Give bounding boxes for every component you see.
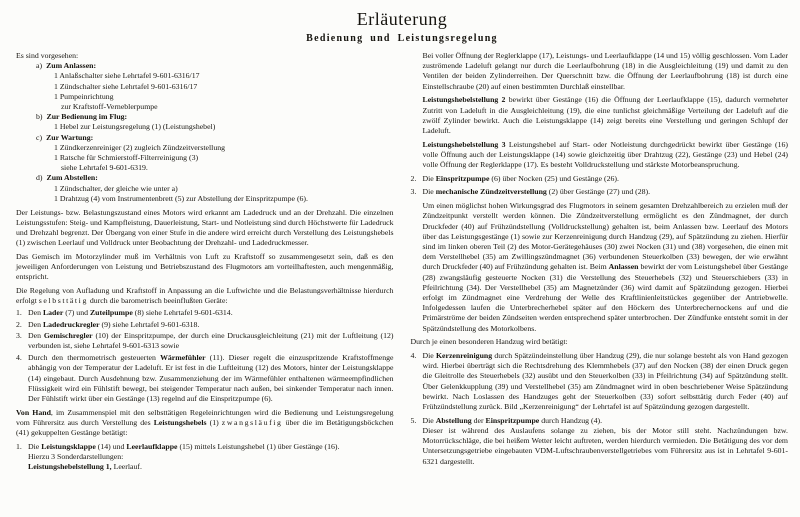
- item-text: Die Leistungsklappe (14) und Leerlaufklappe (15) mittels Leistungshebel (1) über Gestänge (16).: [28, 441, 340, 451]
- item-number: 4.: [16, 353, 22, 363]
- page-title: Erläuterung: [356, 9, 448, 29]
- item-text: Den Gemischregler (10) der Einspritzpumpe, der durch eine Druckausgleichleitung (21) mit der Luftleitung (12) verbunden ist, siehe Lehrtafel 9-601-6313 sowie: [28, 331, 394, 351]
- list-marker: b): [36, 112, 43, 122]
- provision-item: 1 Zündschalter siehe Lehrtafel 9-601-6316/17: [54, 81, 198, 91]
- item-text: Durch den thermometrisch gesteuerten Wärmefühler (11). Dieser regelt die einzuspritzende Kraftstoffmenge abhängig von der Temperatur der Ladeluft. Er ist fest in die Luftleitung (12) des Motors, hinter der Leistungsklappe (14) eingebaut. Durch Ausdehnung bzw. Zusammenziehung der im Wärmefühler enthaltenen wärmeempfindlichen Flüssigkeit wird ein Fühlstift bewegt, bei steigender Temperatur nach außen, bei sinkender Temperatur nach innen. Der Fühlstift wirkt über ein Gestänge (13) regelnd auf die Einspritzpumpe (6).: [28, 353, 394, 403]
- provision-head: [16, 133, 394, 143]
- device-item: [16, 320, 394, 330]
- item-number: 2.: [16, 319, 22, 329]
- device-item: [16, 308, 394, 318]
- paragraph-lever-position-1: Bei voller Öffnung der Reglerklappe (17), Leistungs- und Leerlaufklappe (14 und 15) völlig geschlossen. Vom Lader zuströmende Ladeluft gelangt nur durch die Leerlaufbohrung (18) in die Ausgleichleitung (19) und damit zu den Ventilen der beiden Zylinderreihen. Der Querschnitt bzw. die Öffnung der Leerlaufbohrung (18) ist durch eine Einstellschraube (20) auf einen bestimmten Durchlaß einstellbar.: [422, 51, 788, 91]
- left-column: [16, 51, 394, 472]
- item-text: Dieser ist während des Auslaufens solange zu ziehen, bis der Motor still steht. Nachzündungen bzw. Motorrückschläge, die bei heißem Wetter leicht auftreten, werden hierdurch vermieden. Die Betätigung des vor dem Untersetzungsgetriebe eingebauten VDM-Luftschraubenverstellgetriebes vom Führersitz aus ist in Lehrtafel 9-601-6321 dargestellt.: [422, 425, 788, 466]
- paragraph-ignition-timing-detail: Um einen möglichst hohen Wirkungsgrad des Flugmotors in seinem gesamten Drehzahlbereich zu erzielen muß der Zündzeitpunkt verstellt werden können. Die Zündzeitverstellung ermöglicht es den Zündmagnet, der durch Druckfeder (40) auf Frühzündstellung (Volldruckstellung) gehalten ist, beim Anlassen bzw. Leerlauf des Motors über das Leistungsgestänge (1) sowie zur Kerzenreinigung durch Handzug (29), auf Spätzündung zu ziehen. Hierfür sind im linken oberen Teil (2) des Motor-Gerätegehäuses (30) zwei Nocken (31) und (38) vorgesehen, die einen mit dem Verstellhebel (35) am Zwillingszündmagnet (36) verbundenen Steuerkolben (33) bewegen, der wie erwähnt durch Druckfeder (40) auf Frühzündung gehalten ist. Beim Anlassen bewirkt der vom Leistungshebel über Gestänge (28) zwangsläufig gesteuerte Nocken (31) die Verstellung des Steuerhebels (32) und Steuerschiebers (33) in Pfeilrichtung (34). Der Verstellhebel (35) am Magnetzünder (36) wird damit auf Spätzündung gezogen. Hierbei erfolgt im Zündmagnet eine Verdrehung der Welle des Kraftlinienleitstückes gegenüber der Antriebwelle. Infolgedessen laufen die Unterbrecherhebel später auf den Höckern des Unterbrechernockens auf und die Primärströme der beiden Zündseiten werden entsprechend später unterbrochen. Der Zündfunke entsteht somit in der Spätzündstellung des Motorkolbens.: [422, 201, 788, 333]
- list-marker: d): [36, 173, 43, 183]
- item-number: 4.: [410, 350, 417, 360]
- item-text: Die Kerzenreinigung durch Spätzündeinstellung über Handzug (29), die nur solange besteht als von Hand gezogen wird. Hierbei überträgt sich die Rechtsdrehung des Klemmhebels (37) auf den Nocken (38) der einen Druck gegen die Gleitrolle des Steuerhebels (32) ausübt und den Steuerkolben (33) in Pfeilrichtung (34) auf Spätzündung stellt. Über Gelenkkupplung (39) und Verstellhebel (35) am Zündmagnet wird in oben beschriebener Weise Spätzündung bewirkt. Nach Loslassen des Handzuges geht der Steuerkolben (33) sofort selbsttätig durch Feder (40) auf Frühzündstellung zurück. Bild „Kerzenreinigung“ der Lehrtafel ist auf Spätzündung gezogen dargestellt.: [422, 350, 788, 411]
- item-text: Leistungshebelstellung 1, Leerlauf.: [28, 462, 142, 472]
- list-marker: c): [36, 132, 43, 142]
- provision-item: 1 Zündkerzenreiniger (2) zugleich Zündzeitverstellung: [54, 142, 226, 152]
- page-subtitle: Bedienung und Leistungsregelung: [306, 33, 498, 44]
- item-text: Den Lader (7) und Zuteilpumpe (8) siehe Lehrtafel 9-601-6314.: [28, 307, 233, 317]
- item-number: 2.: [410, 173, 417, 183]
- provision-title: Zum Abstellen:: [46, 173, 98, 183]
- provision-item: 1 Pumpeinrichtung: [54, 91, 114, 101]
- paragraph-load-state: Der Leistungs- bzw. Belastungszustand eines Motors wird erkannt am Ladedruck und an der Drehzahl. Die einzelnen Leistungsstufen: Steig- und Kampfleistung, Dauerleistung, Start- und Notleistung sind durch Höchstwerte für Ladedruck und Drehzahl begrenzt. Der Übergang von einer Stufe in die andere wird erreicht durch Verstellung des Leistungshebels (1) zwischen Leerlauf und Volldruck unter Beobachtung der Drehzahl- und Ladedruckmesser.: [16, 207, 394, 248]
- provision-group-d: [16, 173, 394, 204]
- item-text: Die Einspritzpumpe (6) über Nocken (25) und Gestänge (26).: [422, 173, 619, 183]
- paragraph-handzug-intro: Durch je einen besonderen Handzug wird betätigt:: [410, 337, 568, 347]
- item-text: Die mechanische Zündzeitverstellung (2) über Gestänge (27) und (28).: [422, 187, 651, 197]
- paragraph-von-hand: Von Hand, im Zusammenspiel mit den selbsttätigen Regeleinrichtungen wird die Bedienung und Leistungsregelung vom Führersitz aus durch Verstellung des Leistungshebels (1) zwangsläufig über die im Betätigungsböckchen (41) gekuppelten Gestänge betätigt:: [16, 407, 394, 438]
- provision-item: 1 Anlaßschalter siehe Lehrtafel 9-601-6316/17: [54, 71, 200, 81]
- right-column: [411, 51, 789, 467]
- provision-head: [16, 61, 394, 71]
- item-text: Den Ladedruckregler (9) siehe Lehrtafel 9-601-6318.: [28, 319, 200, 329]
- paragraph-lever-position-2: Leistungshebelstellung 2 bewirkt über Gestänge (16) die Öffnung der Leerlaufklappe (15), dadurch vermehrter Zutritt von Ladeluft in die Ausgleichleitung (19), die eine tunlichst gleichmäßige Verteilung der Ladeluft auf die zwölf Zylinder bewirkt. Auch die Leistungsklappe (14) zeigt bereits eine Verstellung und geringen Schlupf der Ladeluft.: [422, 95, 788, 135]
- provision-group-a: [16, 61, 394, 112]
- paragraph-lever-position-3: Leistungshebelstellung 3 Leistungshebel auf Start- oder Notleistung durchgedrückt bewirkt über Gestänge (16) volle Öffnung auch der Leistungsklappe (14) sowie gleichzeitig über Drahtzug (22), Gestänge (23) und Hebel (24) volle Öffnung der Reglerklappe (17). Es besteht Volldruckstellung und stärkste Motorbeanspruchung.: [422, 139, 788, 170]
- device-item: [16, 353, 394, 404]
- item-number: 5.: [410, 415, 417, 425]
- paragraph-regulation: Die Regelung von Aufladung und Kraftstoff in Anpassung an die Luftwichte und die Belastungsverhältnisse hierdurch erfolgt selbsttätig durch die barometrisch beeinflußten Geräte:: [16, 285, 394, 306]
- item-text: Hierzu 3 Sonderdarstellungen:: [28, 452, 124, 462]
- item-number: 1.: [16, 307, 22, 317]
- provision-head: [16, 112, 394, 122]
- list-marker: a): [36, 61, 43, 71]
- provision-item: 1 Zündschalter, der gleiche wie unter a): [54, 183, 178, 193]
- intro-line: Es sind vorgesehen:: [16, 51, 79, 60]
- provision-title: Zur Bedienung im Flug:: [46, 112, 128, 122]
- handzug-item: [411, 416, 789, 467]
- item-number: 1.: [16, 441, 22, 451]
- handzug-item: [411, 351, 789, 412]
- paragraph-mixture: Das Gemisch im Motorzylinder muß im Verhältnis von Luft zu Kraftstoff so zusammengesetzt sein, daß es den jeweiligen Anforderungen von Leistung und Betriebszustand des Flugmotors am vorteilhaftesten, auch mengenmäßig, entspricht.: [16, 251, 394, 282]
- hand-actuation-item: [411, 187, 789, 197]
- provision-item: 1 Hebel zur Leistungsregelung (1) (Leistungshebel): [54, 122, 216, 132]
- item-number: 3.: [410, 187, 417, 197]
- provision-item-continuation: zur Kraftstoff-Verneblerpumpe: [61, 102, 158, 112]
- item-number: 3.: [16, 331, 22, 341]
- device-item: [16, 331, 394, 351]
- provision-title: Zum Anlassen:: [46, 61, 97, 71]
- item-text: Die Abstellung der Einspritzpumpe durch Handzug (4).: [422, 415, 603, 425]
- provision-title: Zur Wartung:: [46, 132, 94, 142]
- provision-item: 1 Drahtzug (4) vom Instrumentenbrett (5) zur Abstellung der Einspritzpumpe (6).: [54, 193, 308, 203]
- provision-head: [16, 173, 394, 183]
- provision-item-continuation: siehe Lehrtafel 9-601-6319.: [61, 163, 148, 173]
- provision-group-b: [16, 112, 394, 132]
- provision-item: 1 Ratsche für Schmierstoff-Filterreinigung (3): [54, 153, 199, 163]
- provision-group-c: [16, 133, 394, 174]
- two-column-body: [16, 51, 788, 472]
- hand-actuation-item: [411, 174, 789, 184]
- hand-actuation-item: [16, 442, 394, 473]
